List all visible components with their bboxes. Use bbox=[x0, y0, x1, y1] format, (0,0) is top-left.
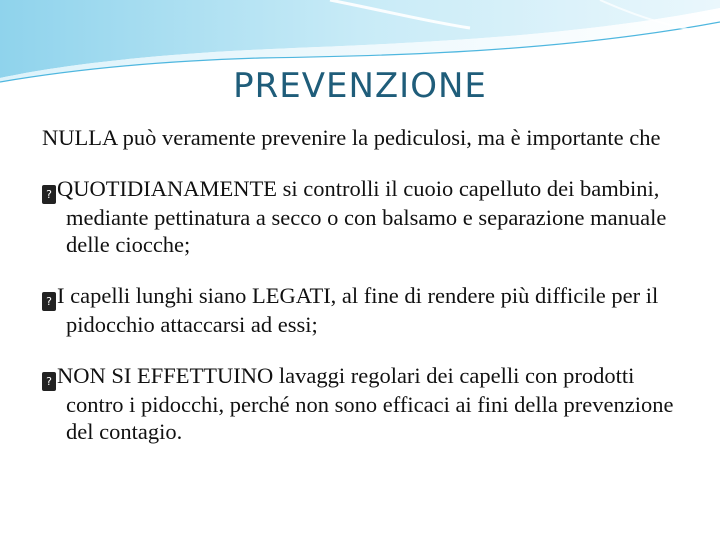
list-item-text: NON SI EFFETTUINO lavaggi regolari dei capelli con prodotti contro i pidocchi, perché non sono efficaci ai fini della prevenzione del contagio. bbox=[57, 363, 674, 444]
list-item-text: I capelli lunghi siano LEGATI, al fine di rendere più difficile per il pidocchio attaccarsi ad essi; bbox=[57, 283, 659, 337]
list-item bbox=[42, 282, 692, 338]
intro-text: NULLA può veramente prevenire la pediculosi, ma è importante che bbox=[42, 125, 661, 150]
bullet-icon: ? bbox=[42, 185, 56, 204]
bullet-icon: ? bbox=[42, 372, 56, 391]
list-item-text: QUOTIDIANAMENTE si controlli il cuoio capelluto dei bambini, mediante pettinatura a secco o con balsamo e separazione manuale delle ciocche; bbox=[57, 176, 667, 257]
page-title: PREVENZIONE bbox=[233, 66, 487, 106]
slide-body bbox=[42, 124, 692, 469]
list-item bbox=[42, 175, 692, 258]
intro-paragraph bbox=[42, 124, 692, 151]
list-item bbox=[42, 362, 692, 445]
bullet-icon: ? bbox=[42, 292, 56, 311]
